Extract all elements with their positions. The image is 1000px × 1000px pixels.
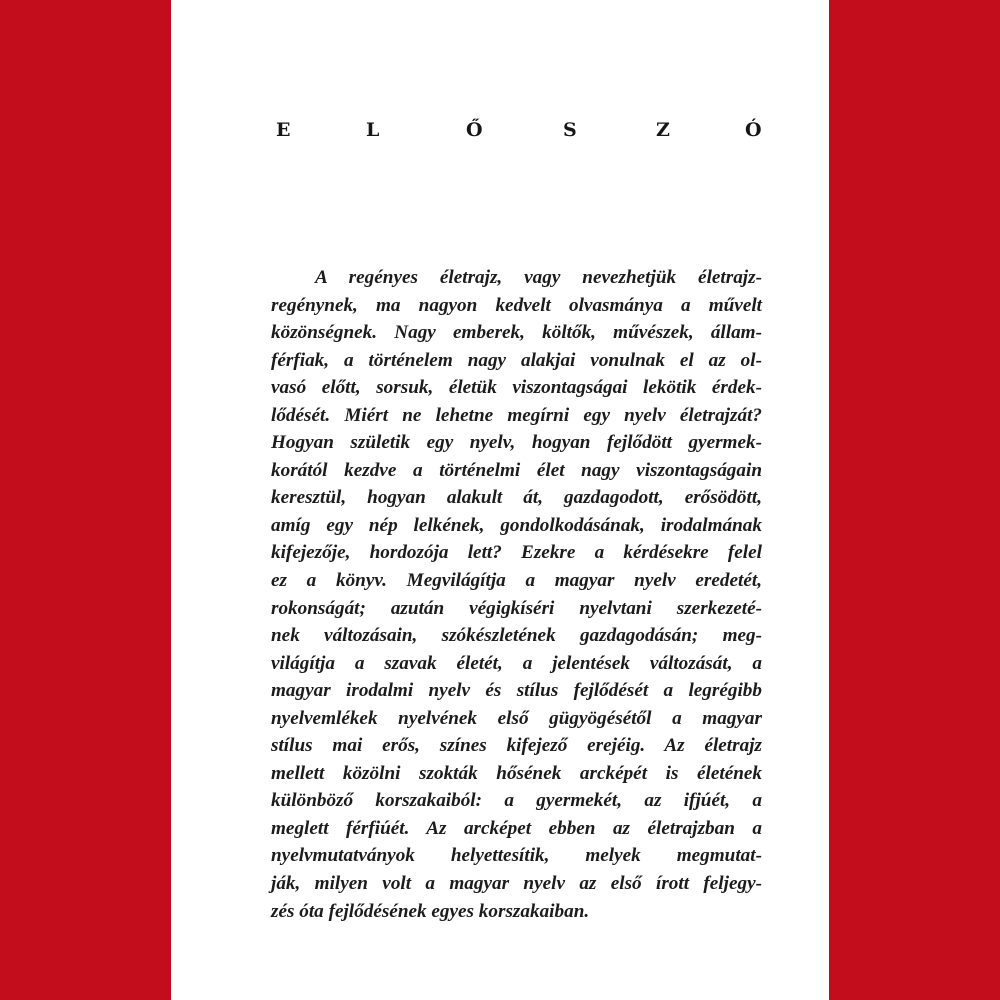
text-line: nek változásain, szókészletének gazdagodásán; meg- xyxy=(271,625,762,647)
text-line: mellett közölni szokták hősének arcképét is életének xyxy=(271,762,762,784)
text-line: nyelvmutatványok helyettesítik, melyek megmutat- xyxy=(271,845,762,867)
heading-letter: E xyxy=(276,119,291,141)
heading-letter: Z xyxy=(656,119,670,141)
text-line: kifejezője, hordozója lett? Ezekre a kérdésekre felel xyxy=(271,542,762,564)
heading-letter: S xyxy=(563,119,577,141)
text-line: különböző korszakaiból: a gyermekét, az ifjúét, a xyxy=(271,790,762,812)
heading-letter: L xyxy=(366,119,380,141)
text-line: A regényes életrajz, vagy nevezhetjük életrajz- xyxy=(315,267,762,288)
left-red-band xyxy=(0,0,171,1000)
heading-letter: Ó xyxy=(745,119,762,141)
text-line: férfiak, a történelem nagy alakjai vonulnak el az ol- xyxy=(271,349,762,371)
text-line: korától kezdve a történelmi élet nagy viszontagságain xyxy=(271,459,762,481)
text-line: ják, milyen volt a magyar nyelv az első írott feljegy- xyxy=(271,873,762,895)
text-line: meglett férfiúét. Az arcképet ebben az életrajzban a xyxy=(271,817,762,839)
text-line: zés óta fejlődésének egyes korszakaiban. xyxy=(271,900,590,922)
text-line: ez a könyv. Megvilágítja a magyar nyelv eredetét, xyxy=(271,570,762,592)
text-line: rokonságát; azután végigkíséri nyelvtani szerkezeté- xyxy=(271,597,762,619)
text-line: világítja a szavak életét, a jelentések változását, a xyxy=(271,652,762,674)
text-line: stílus mai erős, színes kifejező erejéig. Az életrajz xyxy=(271,735,762,757)
right-red-band xyxy=(829,0,1000,1000)
text-line: vasó előtt, sorsuk, életük viszontagságai lekötik érdek- xyxy=(271,377,762,399)
text-line: közönségnek. Nagy emberek, költők, művészek, állam- xyxy=(271,322,762,344)
text-line: magyar irodalmi nyelv és stílus fejlődését a legrégibb xyxy=(271,680,762,702)
text-line: nyelvemlékek nyelvének első gügyögésétől a magyar xyxy=(271,707,762,729)
text-line: amíg egy nép lelkének, gondolkodásának, irodalmának xyxy=(271,514,762,536)
text-line: regénynek, ma nagyon kedvelt olvasmánya a művelt xyxy=(271,294,762,316)
preface-paragraph xyxy=(271,264,762,925)
heading-letter: Ő xyxy=(466,119,483,141)
text-line: lődését. Miért ne lehetne megírni egy nyelv életrajzát? xyxy=(271,404,762,426)
text-line: Hogyan születik egy nyelv, hogyan fejlődött gyermek- xyxy=(271,432,762,454)
heading-eloszo xyxy=(276,118,764,142)
text-line: keresztül, hogyan alakult át, gazdagodott, erősödött, xyxy=(271,487,762,509)
